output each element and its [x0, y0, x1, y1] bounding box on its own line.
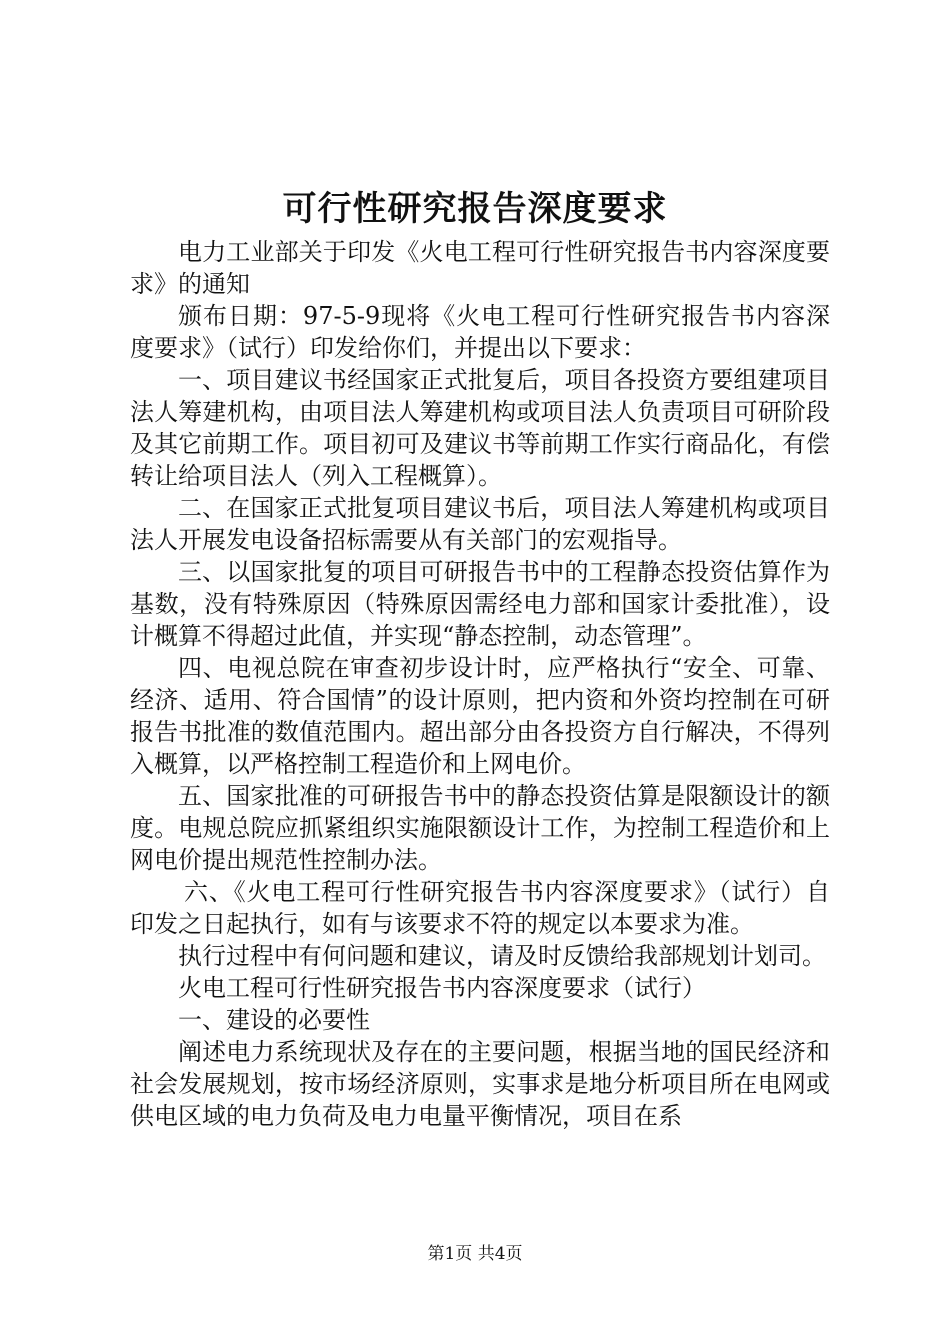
paragraph-item-4: 四、电视总院在审查初步设计时，应严格执行“安全、可靠、经济、适用、符合国情”的设计原则，把内资和外资均控制在可研报告书批准的数值范围内。超出部分由各投资方自行解决，不得列入概算，以严格控制工程造价和上网电价。 — [130, 654, 830, 778]
paragraph-necessity: 阐述电力系统现状及存在的主要问题，根据当地的国民经济和社会发展规划，按市场经济原则，实事求是地分析项目所在电网或供电区域的电力负荷及电力电量平衡情况，项目在系 — [130, 1038, 830, 1130]
paragraph-item-2: 二、在国家正式批复项目建议书后，项目法人筹建机构或项目法人开展发电设备招标需要从有关部门的宏观指导。 — [130, 494, 830, 554]
paragraph-publish-date: 颁布日期：97-5-9现将《火电工程可行性研究报告书内容深度要求》（试行）印发给你们，并提出以下要求： — [130, 302, 830, 362]
page-footer — [0, 1242, 950, 1266]
paragraph-item-5: 五、国家批准的可研报告书中的静态投资估算是限额设计的额度。电规总院应抓紧组织实施限额设计工作，为控制工程造价和上网电价提出规范性控制办法。 — [130, 782, 830, 874]
document-body — [130, 236, 830, 1132]
paragraph-feedback: 执行过程中有何问题和建议，请及时反馈给我部规划计划司。 — [178, 942, 826, 970]
paragraph-item-3: 三、以国家批复的项目可研报告书中的工程静态投资估算作为基数，没有特殊原因（特殊原因需经电力部和国家计委批准），设计概算不得超过此值，并实现“静态控制，动态管理”。 — [130, 558, 830, 650]
page-number: 第1页 — [427, 1244, 473, 1264]
paragraph-item-1: 一、项目建议书经国家正式批复后，项目各投资方要组建项目法人筹建机构，由项目法人筹建机构或项目法人负责项目可研阶段及其它前期工作。项目初可及建议书等前期工作实行商品化，有偿转让给项目法人（列入工程概算）。 — [130, 366, 830, 490]
section-heading: 火电工程可行性研究报告书内容深度要求（试行） — [178, 974, 706, 1002]
paragraph-notice-heading: 电力工业部关于印发《火电工程可行性研究报告书内容深度要求》的通知 — [130, 238, 830, 298]
paragraph-item-6: 六、《火电工程可行性研究报告书内容深度要求》（试行）自印发之日起执行，如有与该要求不符的规定以本要求为准。 — [130, 878, 830, 938]
page-total: 共4页 — [477, 1244, 523, 1264]
subsection-heading: 一、建设的必要性 — [178, 1006, 370, 1034]
document-title: 可行性研究报告深度要求 — [282, 189, 668, 229]
